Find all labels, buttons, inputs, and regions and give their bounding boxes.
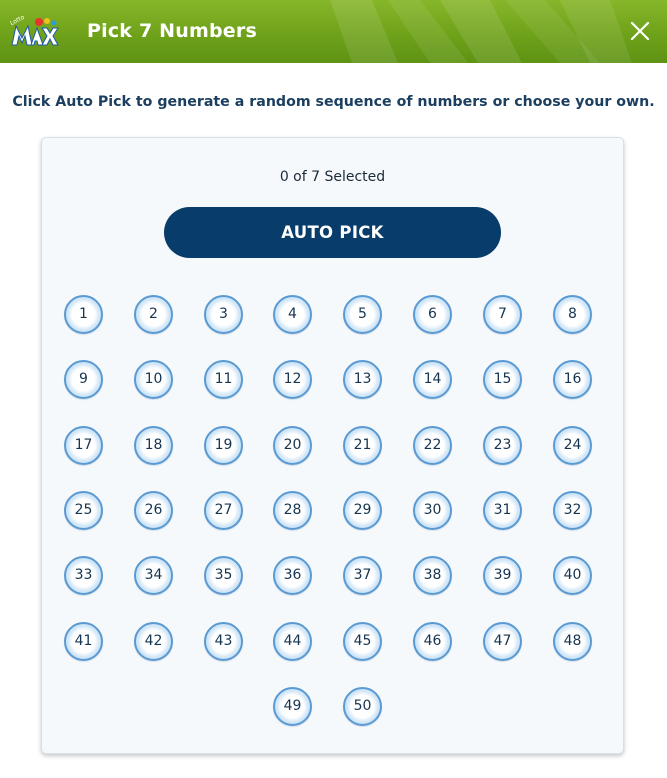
number-ball-40[interactable]: 40 xyxy=(553,556,592,595)
number-ball-42[interactable]: 42 xyxy=(134,622,173,661)
number-ball-24[interactable]: 24 xyxy=(553,426,592,465)
number-ball-48[interactable]: 48 xyxy=(553,622,592,661)
number-ball-10[interactable]: 10 xyxy=(134,360,173,399)
number-picker-panel xyxy=(41,137,624,754)
dialog-header xyxy=(0,0,667,63)
number-ball-36[interactable]: 36 xyxy=(273,556,312,595)
close-button[interactable] xyxy=(626,17,654,45)
number-ball-37[interactable]: 37 xyxy=(343,556,382,595)
number-ball-5[interactable]: 5 xyxy=(343,295,382,334)
number-ball-11[interactable]: 11 xyxy=(204,360,243,399)
number-ball-26[interactable]: 26 xyxy=(134,491,173,530)
number-ball-34[interactable]: 34 xyxy=(134,556,173,595)
number-ball-44[interactable]: 44 xyxy=(273,622,312,661)
selected-count: 0 of 7 Selected xyxy=(279,169,386,185)
number-ball-3[interactable]: 3 xyxy=(204,295,243,334)
number-ball-2[interactable]: 2 xyxy=(134,295,173,334)
number-ball-45[interactable]: 45 xyxy=(343,622,382,661)
number-ball-4[interactable]: 4 xyxy=(273,295,312,334)
number-ball-50[interactable]: 50 xyxy=(343,687,382,726)
number-ball-25[interactable]: 25 xyxy=(64,491,103,530)
svg-text:Lotto: Lotto xyxy=(9,13,26,28)
number-ball-15[interactable]: 15 xyxy=(483,360,522,399)
number-ball-27[interactable]: 27 xyxy=(204,491,243,530)
number-ball-17[interactable]: 17 xyxy=(64,426,103,465)
number-ball-8[interactable]: 8 xyxy=(553,295,592,334)
number-ball-13[interactable]: 13 xyxy=(343,360,382,399)
number-ball-23[interactable]: 23 xyxy=(483,426,522,465)
dialog-title: Pick 7 Numbers xyxy=(87,20,257,42)
number-ball-47[interactable]: 47 xyxy=(483,622,522,661)
number-ball-1[interactable]: 1 xyxy=(64,295,103,334)
auto-pick-button[interactable]: AUTO PICK xyxy=(164,207,501,258)
number-ball-9[interactable]: 9 xyxy=(64,360,103,399)
number-ball-20[interactable]: 20 xyxy=(273,426,312,465)
number-ball-21[interactable]: 21 xyxy=(343,426,382,465)
number-ball-18[interactable]: 18 xyxy=(134,426,173,465)
number-ball-31[interactable]: 31 xyxy=(483,491,522,530)
number-ball-16[interactable]: 16 xyxy=(553,360,592,399)
number-ball-19[interactable]: 19 xyxy=(204,426,243,465)
number-ball-41[interactable]: 41 xyxy=(64,622,103,661)
number-ball-29[interactable]: 29 xyxy=(343,491,382,530)
number-ball-33[interactable]: 33 xyxy=(64,556,103,595)
number-ball-7[interactable]: 7 xyxy=(483,295,522,334)
number-ball-14[interactable]: 14 xyxy=(413,360,452,399)
number-ball-38[interactable]: 38 xyxy=(413,556,452,595)
number-ball-49[interactable]: 49 xyxy=(273,687,312,726)
number-ball-22[interactable]: 22 xyxy=(413,426,452,465)
number-ball-6[interactable]: 6 xyxy=(413,295,452,334)
number-ball-12[interactable]: 12 xyxy=(273,360,312,399)
number-ball-30[interactable]: 30 xyxy=(413,491,452,530)
lotto-max-logo-icon xyxy=(6,12,60,52)
number-ball-46[interactable]: 46 xyxy=(413,622,452,661)
close-icon xyxy=(626,17,654,45)
number-ball-43[interactable]: 43 xyxy=(204,622,243,661)
instructions-text: Click Auto Pick to generate a random sequence of numbers or choose your own. xyxy=(12,94,655,110)
number-ball-39[interactable]: 39 xyxy=(483,556,522,595)
number-ball-32[interactable]: 32 xyxy=(553,491,592,530)
number-ball-35[interactable]: 35 xyxy=(204,556,243,595)
number-ball-28[interactable]: 28 xyxy=(273,491,312,530)
